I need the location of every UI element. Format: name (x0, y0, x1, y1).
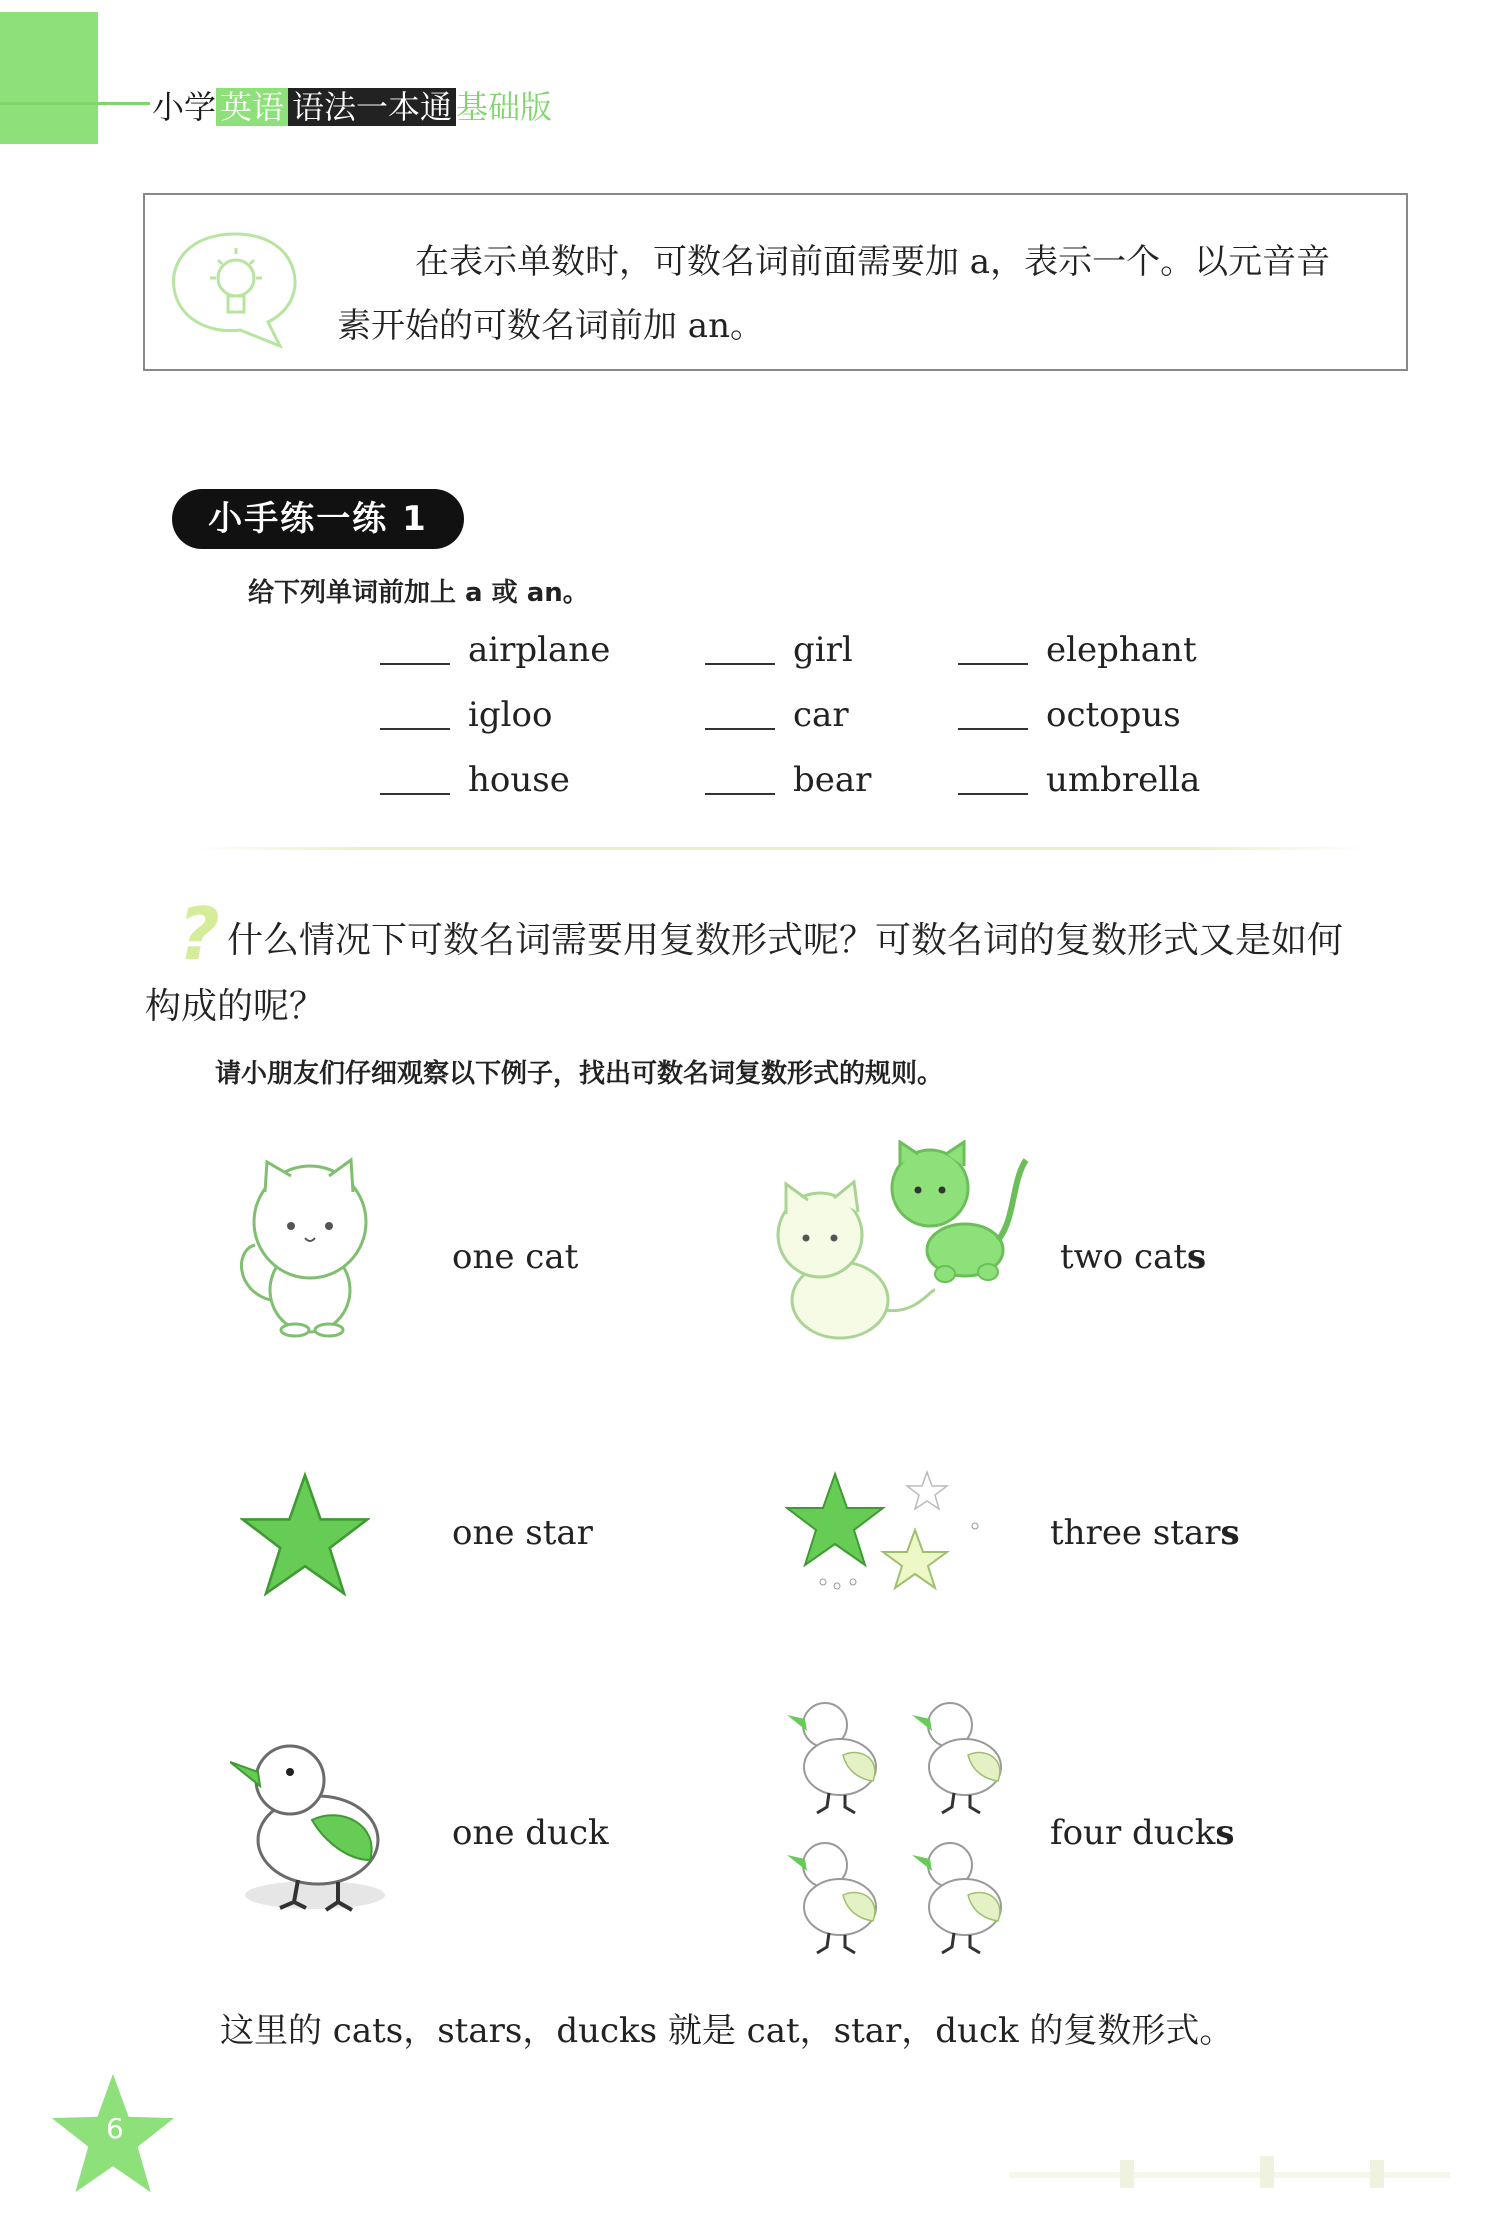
exercise-word: umbrella (1046, 760, 1201, 800)
book-title-part2: 英语 (216, 88, 288, 126)
question-line-1: 什么情况下可数名词需要用复数形式呢？可数名词的复数形式又是如何 (227, 920, 1344, 961)
exercise-item (380, 760, 570, 800)
book-title-part1: 小学 (152, 88, 217, 126)
exercise-instruction: 给下列单词前加上 a 或 an。 (248, 578, 589, 608)
answer-blank[interactable] (705, 793, 775, 795)
plural-base: four duck (1050, 1813, 1216, 1853)
three-stars-icon (785, 1470, 985, 1620)
exercise-word: airplane (468, 630, 611, 670)
singular-label: one cat (452, 1237, 579, 1277)
question-mark-icon: ? (178, 892, 220, 976)
plural-suffix: s (1220, 1513, 1240, 1553)
star-icon (240, 1470, 370, 1600)
answer-blank[interactable] (958, 793, 1028, 795)
duck-icon (230, 1720, 390, 1920)
singular-label: one star (452, 1513, 593, 1553)
plural-label (1060, 1237, 1206, 1277)
plural-base: two cat (1060, 1237, 1188, 1277)
observe-instruction: 请小朋友们仔细观察以下例子，找出可数名词复数形式的规则。 (215, 1059, 944, 1089)
question-line-2: 构成的呢？ (145, 986, 326, 1027)
plural-suffix: s (1187, 1237, 1207, 1277)
lightbulb-icon (160, 222, 310, 352)
exercise-word: house (468, 760, 570, 800)
footer-decoration (1010, 2150, 1450, 2200)
section-divider (190, 847, 1370, 850)
plural-label (1050, 1513, 1240, 1553)
answer-blank[interactable] (705, 728, 775, 730)
exercise-item (705, 630, 853, 670)
exercise-word: car (793, 695, 849, 735)
answer-blank[interactable] (380, 793, 450, 795)
plural-base: three star (1050, 1513, 1221, 1553)
exercise-item (958, 695, 1181, 735)
question-text (145, 908, 1415, 1040)
tip-text (337, 230, 1397, 358)
answer-blank[interactable] (380, 728, 450, 730)
corner-decoration (0, 12, 98, 144)
book-title-part3: 语法一本通 (288, 88, 456, 126)
header-rule (0, 102, 150, 105)
book-title-part4: 基础版 (456, 88, 553, 126)
exercise-item (958, 760, 1200, 800)
conclusion-text: 这里的 cats，stars，ducks 就是 cat，star，duck 的复数形式。 (220, 2011, 1234, 2051)
singular-label: one duck (452, 1813, 609, 1853)
exercise-word: bear (793, 760, 872, 800)
answer-blank[interactable] (958, 663, 1028, 665)
answer-blank[interactable] (705, 663, 775, 665)
cat-icon (225, 1140, 385, 1340)
book-title (152, 82, 552, 128)
exercise-item (380, 630, 610, 670)
exercise-item (705, 695, 849, 735)
exercise-word: igloo (468, 695, 553, 735)
exercise-word: octopus (1046, 695, 1181, 735)
four-ducks-icon (785, 1695, 1015, 1975)
answer-blank[interactable] (380, 663, 450, 665)
exercise-title: 小手练一练 1 (172, 489, 464, 549)
plural-label (1050, 1813, 1234, 1853)
answer-blank[interactable] (958, 728, 1028, 730)
exercise-item (705, 760, 871, 800)
exercise-word: girl (793, 630, 853, 670)
tip-line-1: 在表示单数时，可数名词前面需要加 a，表示一个。以元音音 (415, 242, 1331, 282)
tip-line-2: 素开始的可数名词前加 an。 (337, 306, 764, 346)
exercise-word: elephant (1046, 630, 1197, 670)
exercise-item (380, 695, 552, 735)
exercise-item (958, 630, 1197, 670)
two-cats-icon (750, 1140, 1040, 1350)
page-number: 6 (106, 2112, 124, 2145)
plural-suffix: s (1215, 1813, 1235, 1853)
